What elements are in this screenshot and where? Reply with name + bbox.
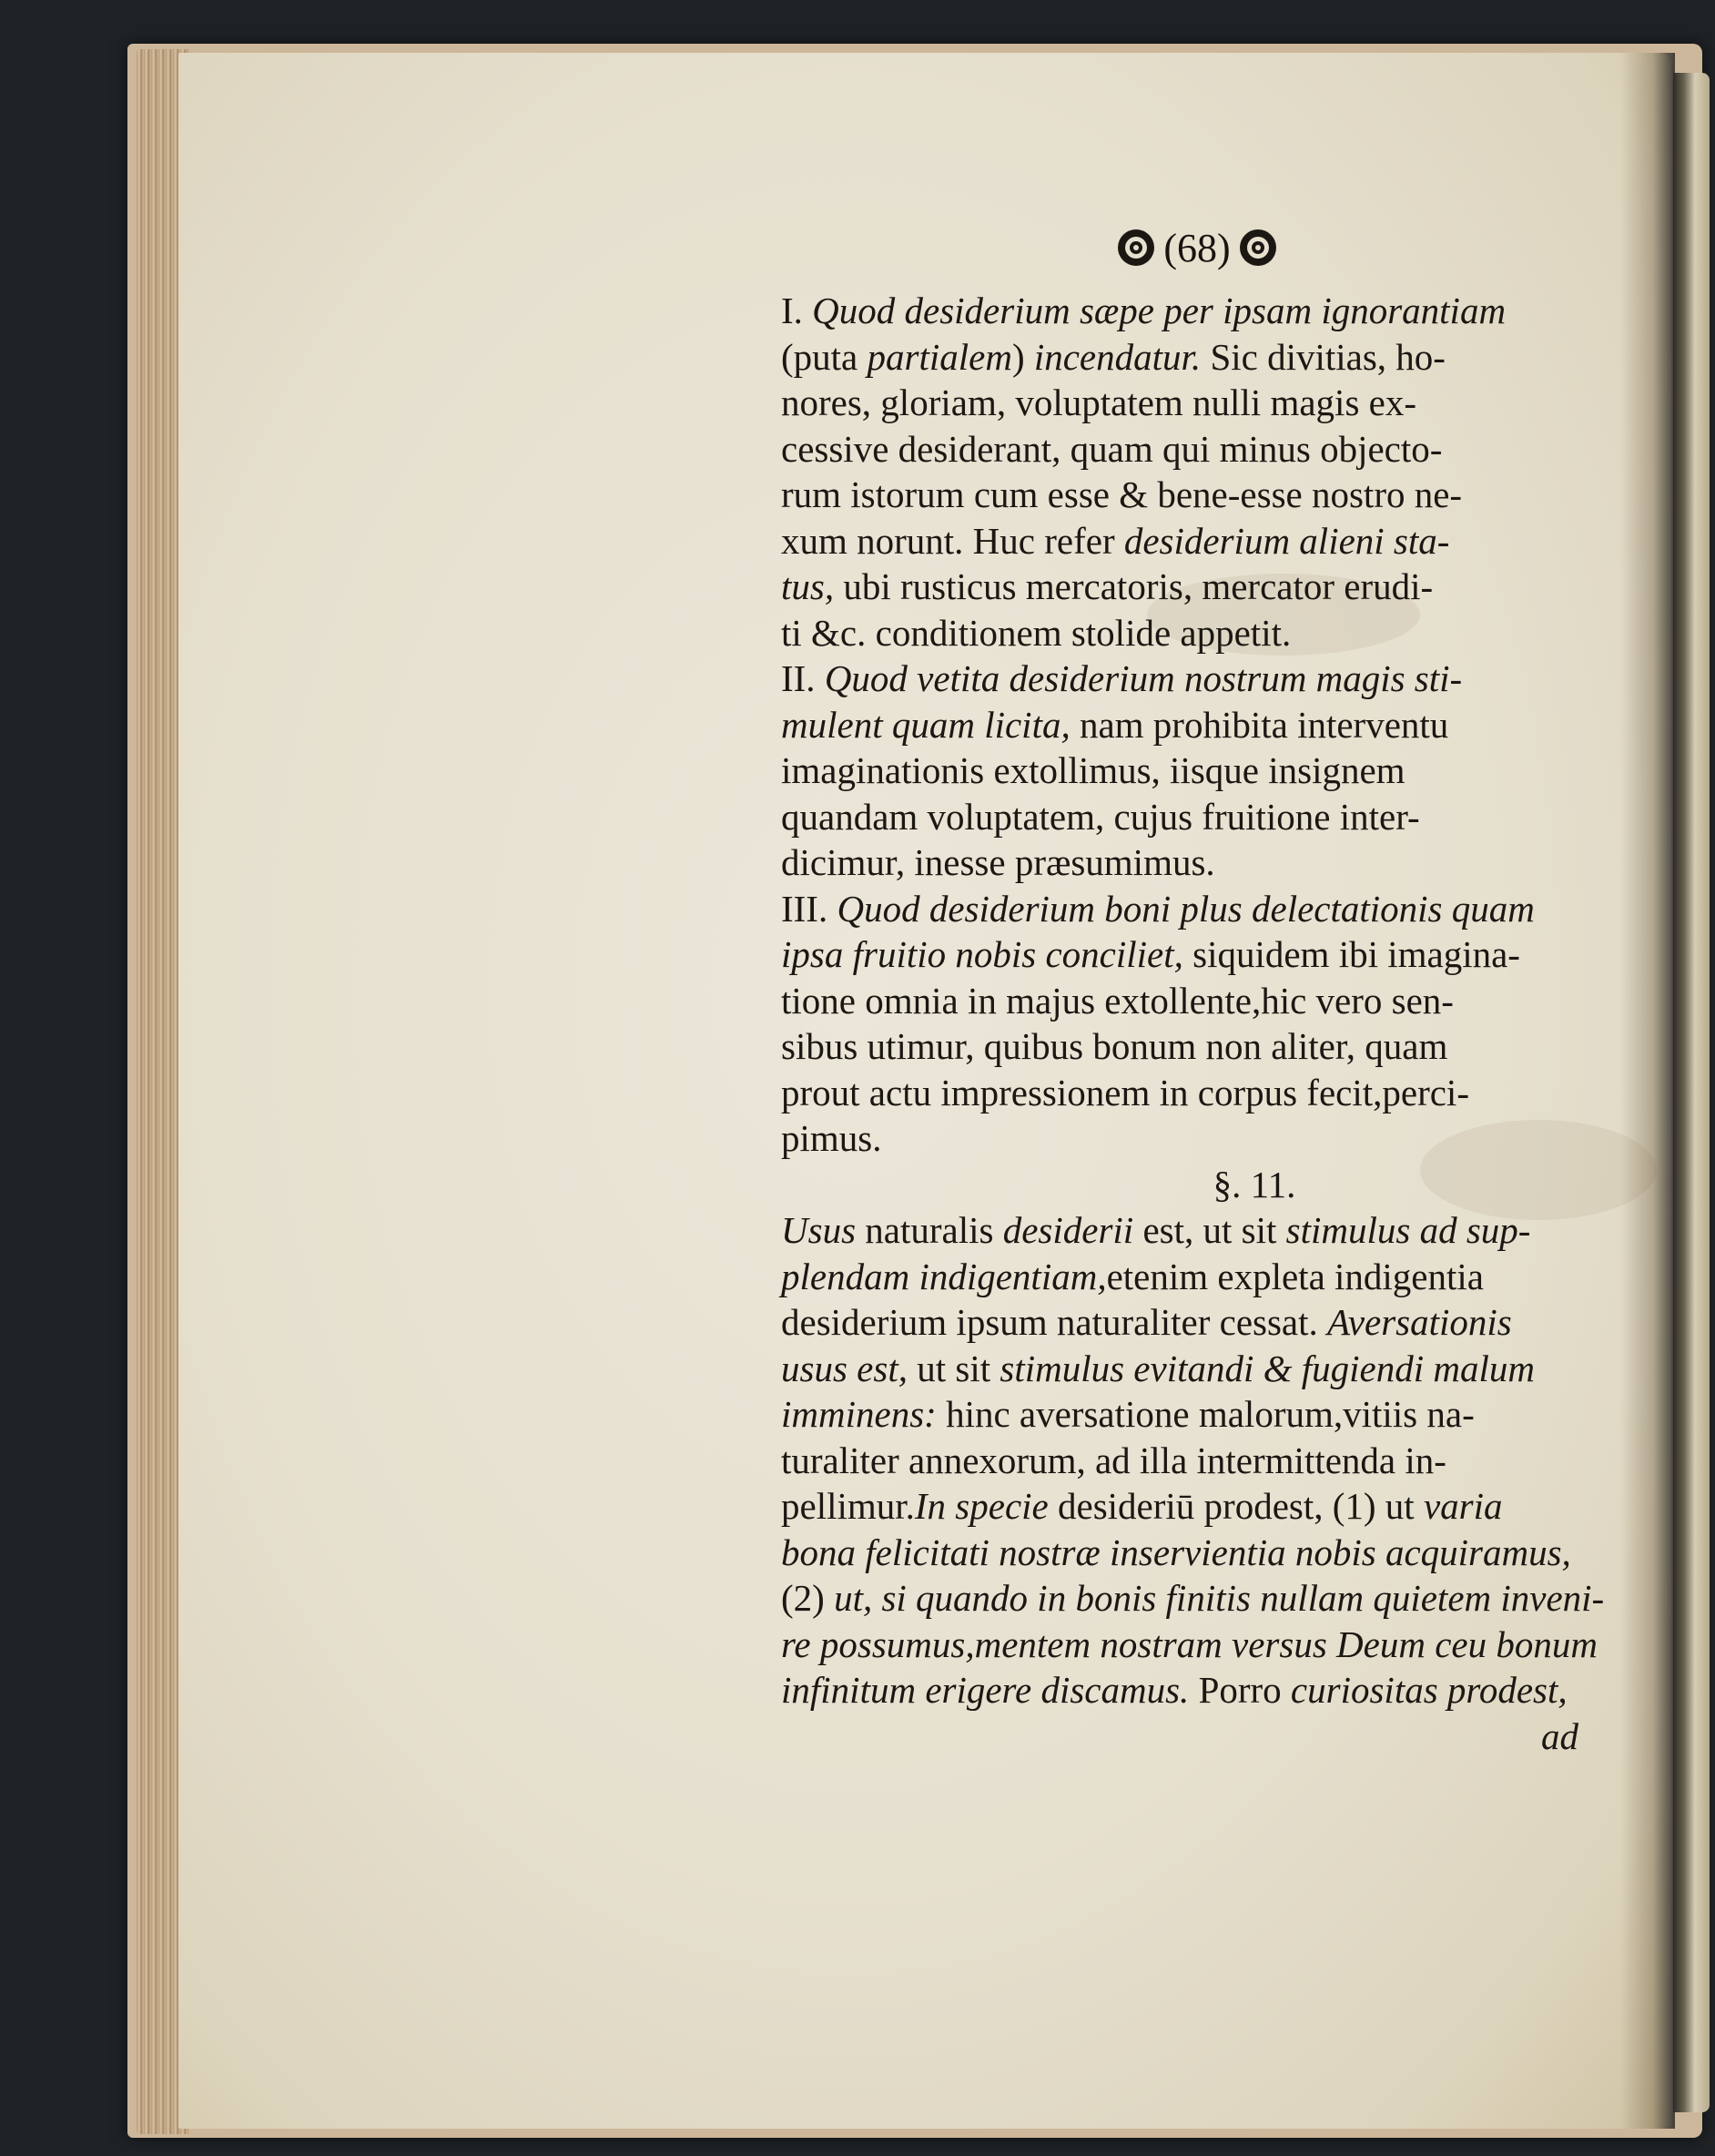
text-line xyxy=(781,288,1600,334)
text-line xyxy=(781,931,1600,978)
text-line xyxy=(781,656,1600,702)
roman-text: etenim expleta indigentia xyxy=(1106,1255,1484,1297)
roman-text: nores, gloriam, voluptatem nulli magis ex- xyxy=(781,381,1417,423)
text-line xyxy=(781,610,1600,656)
text-line xyxy=(781,1575,1605,1622)
text-line xyxy=(781,380,1600,426)
italic-text: tus, xyxy=(781,565,835,607)
roman-text: imaginationis extollimus, iisque insignem xyxy=(781,749,1405,791)
roman-text: II. xyxy=(781,657,825,699)
roman-text: xum norunt. Huc refer xyxy=(781,519,1124,562)
roman-text: prout actu impressionem in corpus fecit,perci- xyxy=(781,1071,1469,1114)
roman-text: tione omnia in majus extollente,hic vero sen- xyxy=(781,979,1454,1022)
text-line xyxy=(781,1530,1600,1576)
roman-text: pimus. xyxy=(781,1117,882,1159)
section-paragraph xyxy=(781,1207,1605,1714)
roman-text: sibus utimur, quibus bonum non aliter, quam xyxy=(781,1025,1448,1067)
roman-text: ut sit xyxy=(907,1347,1000,1389)
roman-text: pellimur. xyxy=(781,1485,915,1527)
text-line xyxy=(781,1622,1600,1668)
italic-text: varia xyxy=(1423,1485,1503,1527)
text-line xyxy=(781,1254,1600,1300)
italic-text: imminens: xyxy=(781,1393,937,1435)
italic-text: Usus xyxy=(781,1209,857,1251)
roman-text: ) xyxy=(1011,335,1034,378)
italic-text: ut, si quando in bonis finitis nullam quietem inveni- xyxy=(834,1577,1605,1619)
roman-text: quandam voluptatem, cujus fruitione inter- xyxy=(781,795,1420,838)
text-line xyxy=(781,564,1600,610)
italic-text: stimulus evitandi & fugiendi malum xyxy=(1000,1347,1535,1389)
roman-text: cessive desiderant, quam qui minus objecto- xyxy=(781,427,1443,470)
text-line xyxy=(781,1667,1600,1714)
facing-page-edge xyxy=(1673,73,1710,2112)
text-line xyxy=(781,1023,1600,1070)
text-line xyxy=(781,1438,1600,1484)
roman-text: III. xyxy=(781,887,837,930)
text-line xyxy=(781,1391,1600,1438)
roman-text: rum istorum cum esse & bene-esse nostro ne- xyxy=(781,473,1463,515)
text-line xyxy=(781,839,1600,886)
italic-text: usus est, xyxy=(781,1347,908,1389)
text-line xyxy=(781,518,1600,564)
body-text xyxy=(781,215,1605,1759)
paragraph xyxy=(781,288,1600,656)
roman-text: (puta xyxy=(781,335,868,378)
section-heading: §. 11. xyxy=(1213,1163,1296,1205)
roman-text: I. xyxy=(781,290,813,331)
text-line xyxy=(781,747,1600,794)
roman-text: ubi rusticus mercatoris, mercator erudi- xyxy=(834,565,1434,607)
text-line xyxy=(781,426,1600,473)
italic-text: desiderii xyxy=(1002,1209,1134,1251)
roman-text: (2) xyxy=(781,1577,835,1619)
roman-text: dicimur, inesse præsumimus. xyxy=(781,841,1215,883)
text-line xyxy=(781,472,1600,518)
text-line xyxy=(781,886,1600,932)
text-line xyxy=(781,1483,1600,1530)
roman-text: turaliter annexorum, ad illa intermittenda in- xyxy=(781,1439,1446,1481)
italic-text: Quod desiderium boni plus delectationis quam xyxy=(837,887,1535,930)
italic-text: In specie xyxy=(914,1485,1049,1527)
roman-text: est, ut sit xyxy=(1133,1209,1286,1251)
text-line xyxy=(781,794,1600,840)
roman-text: naturalis xyxy=(856,1209,1003,1251)
italic-text: partialem xyxy=(867,335,1012,378)
italic-text: stimulus ad sup- xyxy=(1285,1209,1531,1251)
text-line xyxy=(781,1207,1600,1254)
roman-text: desideriū prodest, (1) ut xyxy=(1048,1485,1424,1527)
italic-text: Quod desiderium sæpe per ipsam ignorantiam xyxy=(812,290,1507,331)
italic-text: plendam indigentiam, xyxy=(781,1255,1107,1297)
text-line xyxy=(781,702,1600,748)
paragraph xyxy=(781,656,1600,886)
roman-text: desiderium ipsum naturaliter cessat. xyxy=(781,1301,1328,1343)
italic-text: re possumus,mentem nostram versus Deum ceu bonum xyxy=(781,1622,1598,1665)
text-line xyxy=(781,1299,1600,1346)
catchword: ad xyxy=(1541,1714,1578,1757)
italic-text: ipsa fruitio nobis conciliet, xyxy=(781,933,1183,975)
italic-text: Quod vetita desiderium nostrum magis sti- xyxy=(824,657,1463,699)
roman-text: nam prohibita interventu xyxy=(1070,703,1449,746)
italic-text: Aversationis xyxy=(1327,1301,1512,1343)
italic-text: curiositas prodest, xyxy=(1290,1669,1568,1711)
roman-text: hinc aversatione malorum,vitiis na- xyxy=(936,1393,1475,1435)
italic-text: desiderium alieni sta- xyxy=(1123,519,1450,562)
paragraph-list xyxy=(781,288,1600,1162)
text-line xyxy=(781,334,1600,381)
gutter-shadow xyxy=(1620,53,1675,2129)
italic-text: mulent quam licita, xyxy=(781,703,1071,746)
text-line xyxy=(781,1346,1600,1392)
text-line xyxy=(781,1115,1600,1162)
roman-text: Porro xyxy=(1189,1669,1291,1711)
italic-text: bona felicitati nostræ inservientia nobis acquiramus, xyxy=(781,1531,1571,1573)
page-number: (68) xyxy=(1163,225,1231,270)
italic-text: incendatur. xyxy=(1033,335,1202,378)
roman-text: Sic divitias, ho- xyxy=(1201,335,1446,378)
text-line xyxy=(781,1070,1600,1116)
text-line xyxy=(781,978,1600,1024)
roman-text: ti &c. conditionem stolide appetit. xyxy=(781,611,1292,654)
italic-text: infinitum erigere discamus. xyxy=(781,1669,1190,1711)
paragraph xyxy=(781,886,1600,1162)
roman-text: siquidem ibi imagina- xyxy=(1182,933,1520,975)
